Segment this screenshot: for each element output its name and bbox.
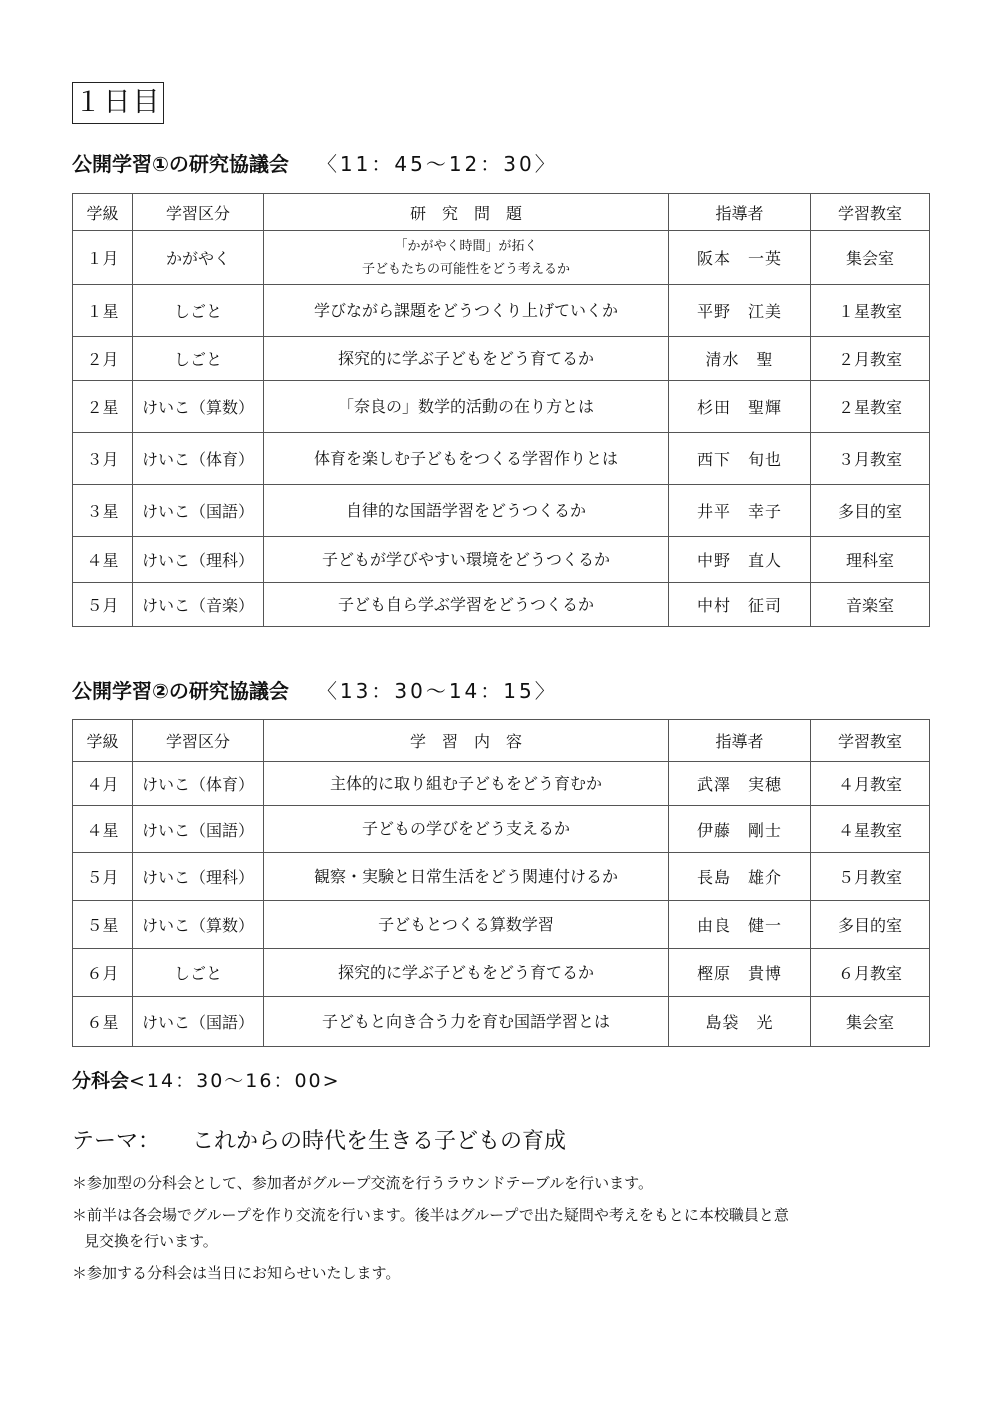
- table-row: [73, 853, 930, 901]
- room-cell: 多目的室: [811, 901, 930, 949]
- table-row: [73, 485, 930, 537]
- table-row: [73, 806, 930, 853]
- teacher-cell: 伊藤 剛士: [669, 806, 811, 853]
- category-cell: けいこ（算数）: [133, 381, 264, 433]
- category-cell: けいこ（算数）: [133, 901, 264, 949]
- header-category: 学習区分: [133, 194, 264, 231]
- category-cell: けいこ（国語）: [133, 485, 264, 537]
- note-3: ＊参加する分科会は当日にお知らせいたします。: [72, 1264, 401, 1282]
- class-cell: ５月: [73, 583, 133, 627]
- teacher-cell: 島袋 光: [669, 997, 811, 1047]
- theme-text: これからの時代を生きる子どもの育成: [192, 1129, 567, 1154]
- theme-line: [72, 1124, 566, 1155]
- category-cell: しごと: [133, 337, 264, 381]
- room-cell: 理科室: [811, 537, 930, 583]
- teacher-cell: 平野 江美: [669, 285, 811, 337]
- table-header-row: [73, 194, 930, 231]
- teacher-cell: 由良 健一: [669, 901, 811, 949]
- topic-cell: 学びながら課題をどうつくり上げていくか: [264, 285, 669, 337]
- session1-time: 〈11：45～12：30〉: [316, 152, 558, 176]
- room-cell: ２星教室: [811, 381, 930, 433]
- table-row: [73, 901, 930, 949]
- class-cell: ５星: [73, 901, 133, 949]
- note-2-continued: 見交換を行います。: [84, 1232, 218, 1250]
- class-cell: ５月: [73, 853, 133, 901]
- header-room: 学習教室: [811, 194, 930, 231]
- teacher-cell: 杉田 聖輝: [669, 381, 811, 433]
- room-cell: ２月教室: [811, 337, 930, 381]
- class-cell: ６月: [73, 949, 133, 997]
- topic-cell: 「奈良の」数学的活動の在り方とは: [264, 381, 669, 433]
- class-cell: ３星: [73, 485, 133, 537]
- header-teacher: 指導者: [669, 720, 811, 762]
- teacher-cell: 樫原 貴博: [669, 949, 811, 997]
- teacher-cell: 長島 雄介: [669, 853, 811, 901]
- teacher-cell: 西下 旬也: [669, 433, 811, 485]
- topic-cell: [264, 231, 669, 285]
- teacher-cell: 清水 聖: [669, 337, 811, 381]
- topic-cell: 探究的に学ぶ子どもをどう育てるか: [264, 337, 669, 381]
- room-cell: ３月教室: [811, 433, 930, 485]
- table-row: [73, 949, 930, 997]
- teacher-cell: 中野 直人: [669, 537, 811, 583]
- topic-line-1: 「かがやく時間」が拓く: [394, 238, 538, 254]
- topic-line-2: 子どもたちの可能性をどう考えるか: [361, 261, 570, 277]
- category-cell: けいこ（体育）: [133, 433, 264, 485]
- table-row: [73, 997, 930, 1047]
- table-row: [73, 231, 930, 285]
- class-cell: ２月: [73, 337, 133, 381]
- table-row: [73, 337, 930, 381]
- room-cell: １星教室: [811, 285, 930, 337]
- room-cell: ６月教室: [811, 949, 930, 997]
- table-row: [73, 433, 930, 485]
- class-cell: ４星: [73, 537, 133, 583]
- category-cell: けいこ（理科）: [133, 537, 264, 583]
- session1-table: [72, 193, 930, 627]
- header-category: 学習区分: [133, 720, 264, 762]
- class-cell: ４月: [73, 762, 133, 806]
- header-content: 学 習 内 容: [264, 720, 669, 762]
- topic-cell: 自律的な国語学習をどうつくるか: [264, 485, 669, 537]
- table-header-row: [73, 720, 930, 762]
- category-cell: けいこ（音楽）: [133, 583, 264, 627]
- session1-title: 公開学習①の研究協議会: [72, 152, 289, 176]
- room-cell: ４星教室: [811, 806, 930, 853]
- header-topic: 研 究 問 題: [264, 194, 669, 231]
- header-class: 学級: [73, 720, 133, 762]
- session2-heading: [72, 675, 558, 704]
- class-cell: ２星: [73, 381, 133, 433]
- header-class: 学級: [73, 194, 133, 231]
- teacher-cell: 井平 幸子: [669, 485, 811, 537]
- table-row: [73, 583, 930, 627]
- class-cell: ４星: [73, 806, 133, 853]
- category-cell: けいこ（理科）: [133, 853, 264, 901]
- session1-heading: [72, 148, 558, 177]
- table-row: [73, 381, 930, 433]
- session2-time: 〈13：30～14：15〉: [316, 679, 558, 703]
- notes: [72, 1170, 932, 1286]
- teacher-cell: 中村 征司: [669, 583, 811, 627]
- content-cell: 観察・実験と日常生活をどう関連付けるか: [264, 853, 669, 901]
- room-cell: 集会室: [811, 997, 930, 1047]
- room-cell: ５月教室: [811, 853, 930, 901]
- table-row: [73, 762, 930, 806]
- category-cell: かがやく: [133, 231, 264, 285]
- bunkakai-title: 分科会: [72, 1070, 130, 1092]
- content-cell: 主体的に取り組む子どもをどう育むか: [264, 762, 669, 806]
- table-row: [73, 285, 930, 337]
- class-cell: １月: [73, 231, 133, 285]
- session2-title: 公開学習②の研究協議会: [72, 679, 289, 703]
- class-cell: ６星: [73, 997, 133, 1047]
- category-cell: しごと: [133, 949, 264, 997]
- room-cell: 音楽室: [811, 583, 930, 627]
- content-cell: 子どもとつくる算数学習: [264, 901, 669, 949]
- bunkakai-time: <14：30～16：00>: [129, 1070, 341, 1092]
- category-cell: けいこ（国語）: [133, 997, 264, 1047]
- topic-cell: 子ども自ら学ぶ学習をどうつくるか: [264, 583, 669, 627]
- category-cell: しごと: [133, 285, 264, 337]
- content-cell: 子どもと向き合う力を育む国語学習とは: [264, 997, 669, 1047]
- content-cell: 子どもの学びをどう支えるか: [264, 806, 669, 853]
- room-cell: 多目的室: [811, 485, 930, 537]
- bunkakai-heading: [72, 1066, 341, 1093]
- category-cell: けいこ（体育）: [133, 762, 264, 806]
- class-cell: １星: [73, 285, 133, 337]
- header-teacher: 指導者: [669, 194, 811, 231]
- room-cell: 集会室: [811, 231, 930, 285]
- header-room: 学習教室: [811, 720, 930, 762]
- content-cell: 探究的に学ぶ子どもをどう育てるか: [264, 949, 669, 997]
- topic-cell: 子どもが学びやすい環境をどうつくるか: [264, 537, 669, 583]
- note-2: ＊前半は各会場でグループを作り交流を行います。後半はグループで出た疑問や考えをもとに本校職員と意: [72, 1206, 789, 1224]
- class-cell: ３月: [73, 433, 133, 485]
- category-cell: けいこ（国語）: [133, 806, 264, 853]
- session2-table: [72, 719, 930, 1047]
- teacher-cell: 阪本 一英: [669, 231, 811, 285]
- note-1: ＊参加型の分科会として、参加者がグループ交流を行うラウンドテーブルを行います。: [72, 1174, 653, 1192]
- room-cell: ４月教室: [811, 762, 930, 806]
- teacher-cell: 武澤 実穂: [669, 762, 811, 806]
- day-label: １日目: [72, 82, 164, 124]
- table-row: [73, 537, 930, 583]
- theme-label: テーマ：: [72, 1129, 161, 1154]
- topic-cell: 体育を楽しむ子どもをつくる学習作りとは: [264, 433, 669, 485]
